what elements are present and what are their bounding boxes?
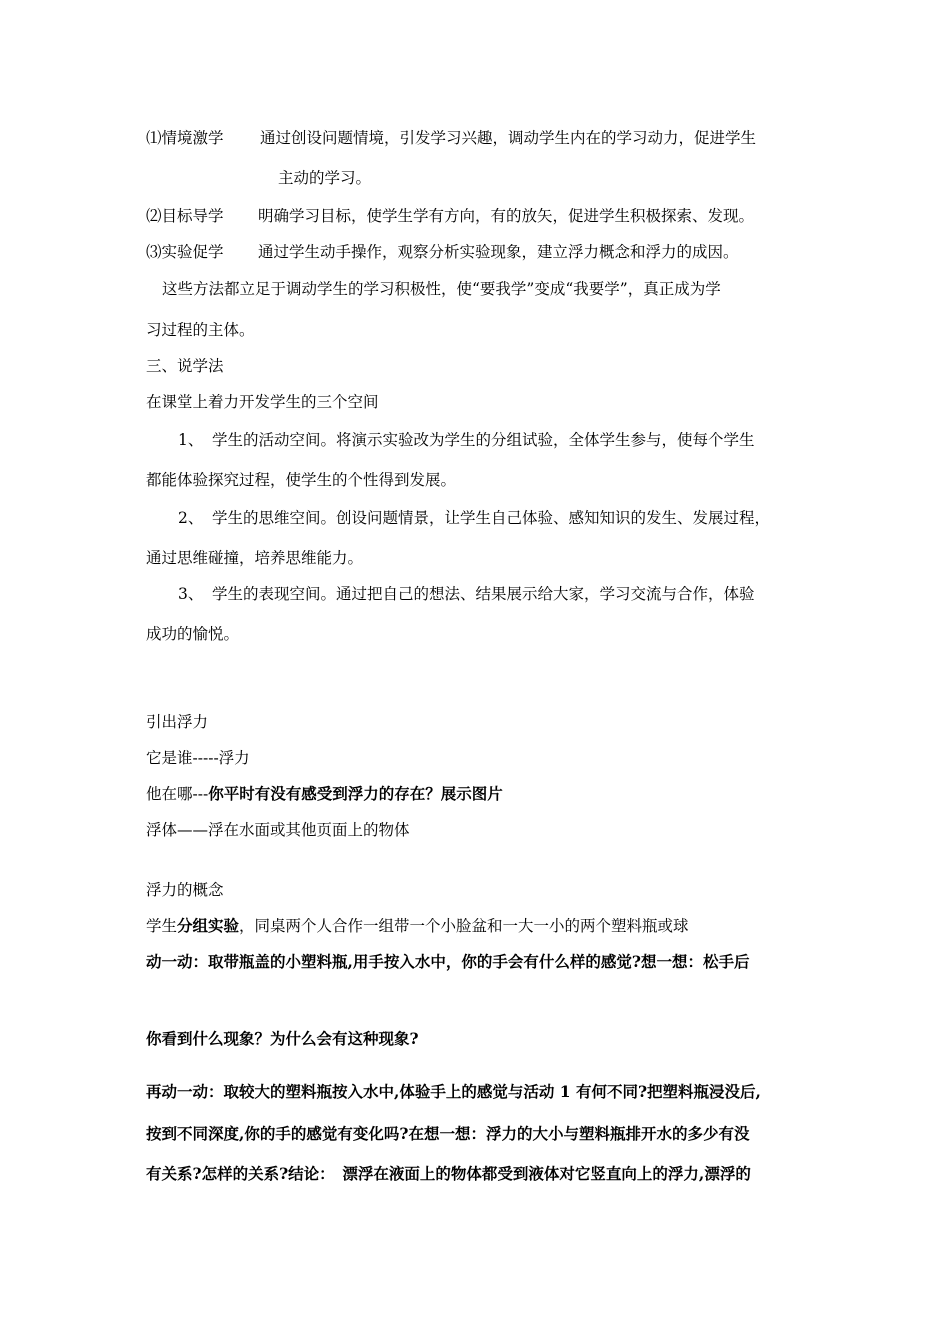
space-item-3-continuation: 成功的愉悦。 <box>146 625 240 643</box>
method-3-text: 通过学生动手操作，观察分析实验现象，建立浮力概念和浮力的成因。 <box>258 243 739 261</box>
space-item-2-text: 学生的思维空间。创设问题情景，让学生自己体验、感知知识的发生、发展过程， <box>212 509 771 527</box>
activity-1: 动一动：取带瓶盖的小塑料瓶,用手按入水中，你的手会有什么样的感觉?想一想：松手后 <box>146 952 750 971</box>
concept-heading: 浮力的概念 <box>146 881 224 899</box>
space-item-2-continuation: 通过思维碰撞，培养思维能力。 <box>146 549 364 567</box>
intro-buoyancy-line-3-prefix: 他在哪--- <box>146 785 209 803</box>
concept-line-1 <box>146 916 689 936</box>
section-heading: 三、说学法 <box>146 357 224 375</box>
method-1-label: ⑴情境激学 <box>146 129 224 147</box>
method-2-label: ⑵目标导学 <box>146 207 224 225</box>
space-item-3-text: 学生的表现空间。通过把自己的想法、结果展示给大家，学习交流与合作，体验 <box>212 585 755 603</box>
concept-line-1-c: ，同桌两个人合作一组带一个小脸盆和一大一小的两个塑料瓶或球 <box>239 917 689 935</box>
intro-buoyancy-line-3-bold: 你平时有没有感受到浮力的存在？展示图片 <box>208 784 503 803</box>
space-item-1-text: 学生的活动空间。将演示实验改为学生的分组试验，全体学生参与，使每个学生 <box>212 431 755 449</box>
space-item-3 <box>178 584 755 604</box>
activity-2-line-2: 按到不同深度,你的手的感觉有变化吗?在想一想：浮力的大小与塑料瓶排开水的多少有没 <box>146 1124 750 1143</box>
space-item-2-number: 2、 <box>178 509 204 527</box>
method-3-label: ⑶实验促学 <box>146 243 224 261</box>
methods-summary-line-1: 这些方法都立足于调动学生的学习积极性，使“要我学”变成“我要学”，真正成为学 <box>162 280 721 298</box>
method-3 <box>146 242 739 262</box>
space-item-1-number: 1、 <box>178 431 204 449</box>
method-1-continuation: 主动的学习。 <box>278 169 372 187</box>
methods-summary-line-2: 习过程的主体。 <box>146 321 255 339</box>
intro-buoyancy-line-3 <box>146 784 503 804</box>
space-item-1-continuation: 都能体验探究过程，使学生的个性得到发展。 <box>146 471 457 489</box>
method-1-text: 通过创设问题情境，引发学习兴趣，调动学生内在的学习动力，促进学生 <box>260 129 757 147</box>
space-item-2 <box>178 508 770 528</box>
activity-2-line-1: 再动一动：取较大的塑料瓶按入水中,体验手上的感觉与活动 1 有何不同?把塑料瓶浸没后, <box>146 1082 761 1101</box>
intro-buoyancy-line-2: 它是谁-----浮力 <box>146 749 250 767</box>
intro-buoyancy-line-4: 浮体——浮在水面或其他页面上的物体 <box>146 821 410 839</box>
activity-1-continuation: 你看到什么现象？为什么会有这种现象? <box>146 1029 419 1048</box>
method-2 <box>146 206 754 226</box>
space-item-3-number: 3、 <box>178 585 204 603</box>
concept-line-1-bold: 分组实验 <box>177 916 240 935</box>
concept-line-1-a: 学生 <box>146 917 178 935</box>
method-1 <box>146 128 756 148</box>
space-item-1 <box>178 430 755 450</box>
activity-2-line-3: 有关系?怎样的关系?结论： 漂浮在液面上的物体都受到液体对它竖直向上的浮力,漂浮的 <box>146 1164 751 1183</box>
intro-buoyancy-line-1: 引出浮力 <box>146 713 209 731</box>
section-intro: 在课堂上着力开发学生的三个空间 <box>146 393 379 411</box>
method-2-text: 明确学习目标，使学生学有方向，有的放矢，促进学生积极探索、发现。 <box>258 207 755 225</box>
